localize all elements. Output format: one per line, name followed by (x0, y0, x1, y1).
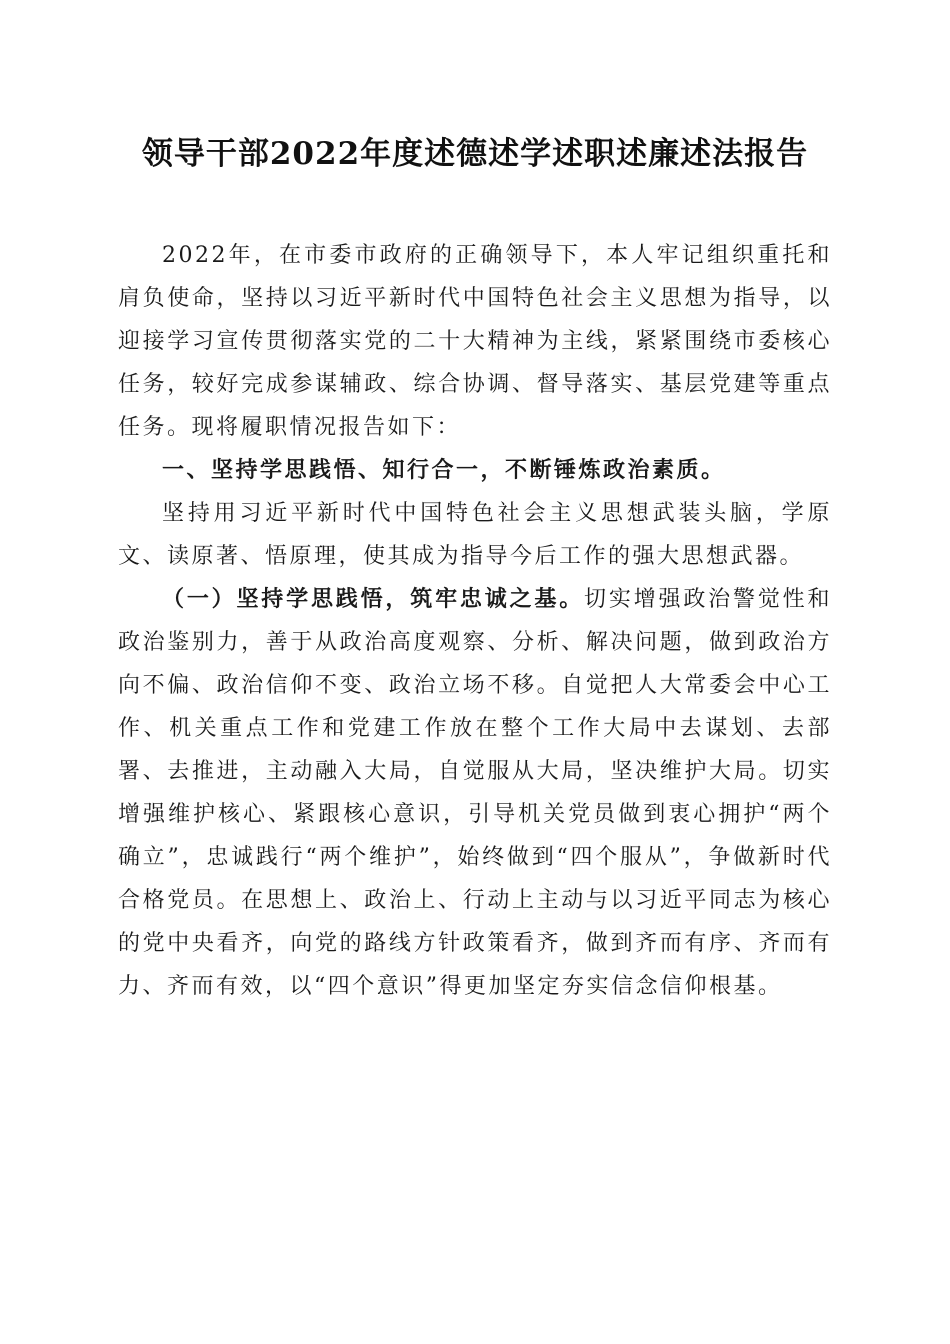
subsection-1-lead: （一）坚持学思践悟，筑牢忠诚之基。 (162, 586, 585, 612)
document-title: 领导干部2022年度述德述学述职述廉述法报告 (141, 136, 809, 172)
document-page (118, 128, 832, 1008)
subsection-1-paragraph (118, 578, 832, 1008)
subsection-1-text: 切实增强政治警觉性和政治鉴别力，善于从政治高度观察、分析、解决问题，做到政治方向不偏、政治信仰不变、政治立场不移。自觉把人大常委会中心工作、机关重点工作和党建工作放在整个工作大局中去谋划、去部署、去推进，主动融入大局，自觉服从大局，坚决维护大局。切实增强维护核心、紧跟核心意识，引导机关党员做到衷心拥护“两个确立”，忠诚践行“两个维护”，始终做到“四个服从”，争做新时代合格党员。在思想上、政治上、行动上主动与以习近平同志为核心的党中央看齐，向党的路线方针政策看齐，做到齐而有序、齐而有力、齐而有效，以“四个意识”得更加坚定夯实信念信仰根基。 (118, 587, 832, 999)
section-1-paragraph: 坚持用习近平新时代中国特色社会主义思想武装头脑，学原文、读原著、悟原理，使其成为指导今后工作的强大思想武器。 (118, 501, 832, 569)
document-body (118, 234, 832, 1008)
section-1-heading: 一、坚持学思践悟、知行合一，不断锤炼政治素质。 (162, 458, 726, 483)
intro-paragraph: 2022年，在市委市政府的正确领导下，本人牢记组织重托和肩负使命，坚持以习近平新时代中国特色社会主义思想为指导，以迎接学习宣传贯彻落实党的二十大精神为主线，紧紧围绕市委核心任务，较好完成参谋辅政、综合协调、督导落实、基层党建等重点任务。现将履职情况报告如下： (118, 243, 832, 440)
